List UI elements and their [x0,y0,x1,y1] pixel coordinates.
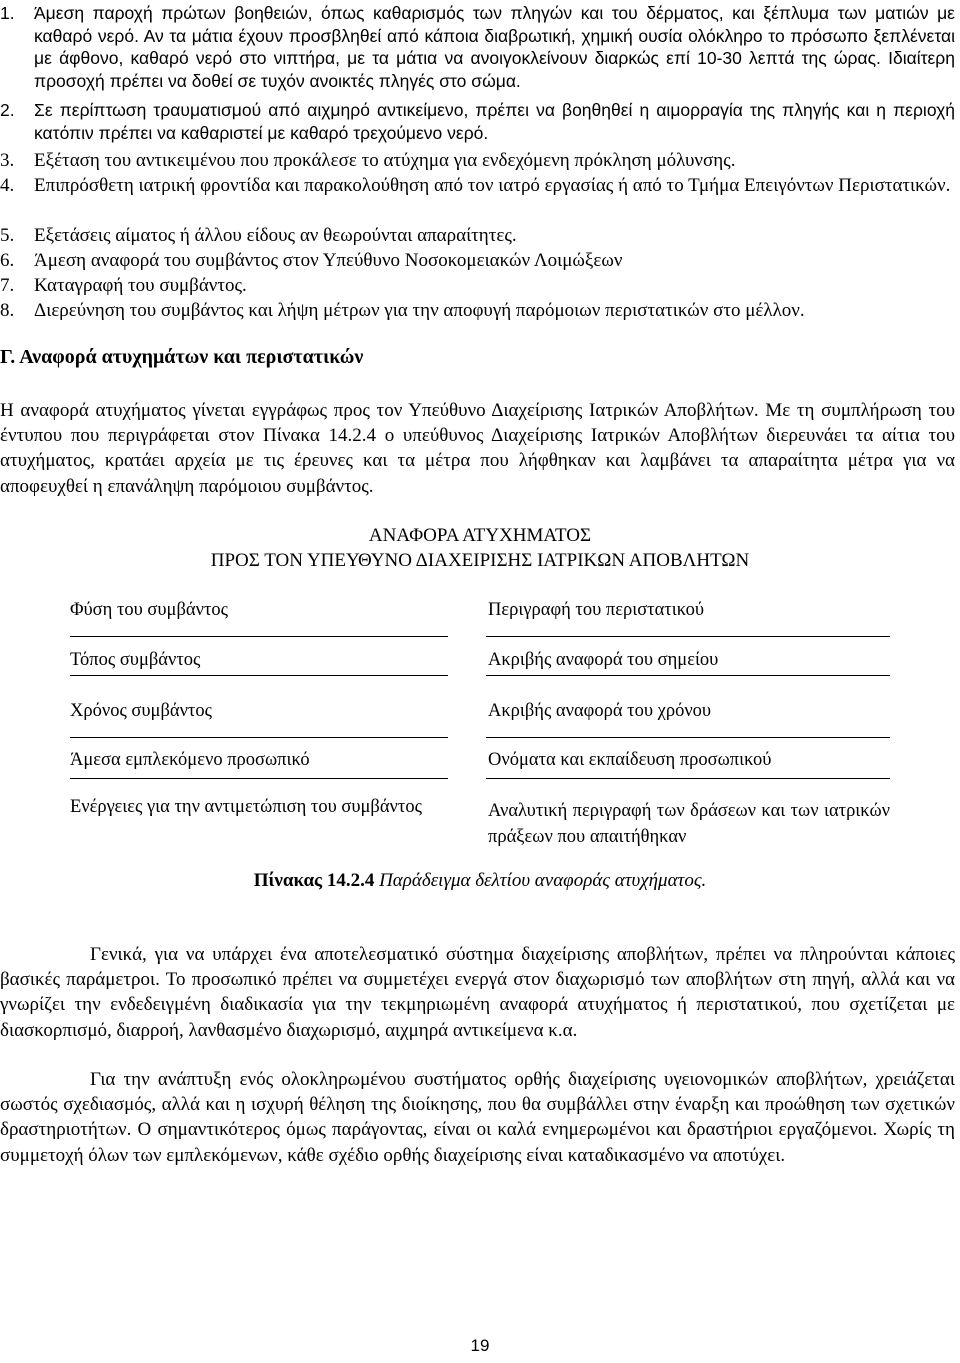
page-number: 19 [470,1336,490,1355]
form-left-cell: Ενέργειες για την αντιμετώπιση του συμβάντος [70,797,422,817]
list-item-1 [0,2,955,92]
list-number: 1. [0,3,15,23]
list-item-6 [0,248,955,273]
form-title-text: ΠΡΟΣ ΤΟΝ ΥΠΕΥΘΥΝΟ ΔΙΑΧΕΙΡΙΣΗΣ ΙΑΤΡΙΚΩΝ ΑΠΟΒΛΗΤΩΝ [210,550,750,571]
form-right-cell: Ονόματα και εκπαίδευση προσωπικού [488,750,772,770]
section-heading: Γ. Αναφορά ατυχημάτων και περιστατικών [0,346,364,368]
list-number: 6. [0,250,15,271]
list-number: 4. [0,175,15,196]
form-divider [486,778,890,779]
form-left-cell: Τόπος συμβάντος [70,650,201,670]
caption-label: Πίνακας 14.2.4 [253,870,375,891]
form-right-cell: Αναλυτική περιγραφή των δράσεων και των ιατρικών πράξεων που απαιτήθηκαν [488,801,890,847]
form-left-cell: Άμεσα εμπλεκόμενο προσωπικό [70,750,310,770]
body-paragraph: Για την ανάπτυξη ενός ολοκληρωμένου συστήματος ορθής διαχείρισης υγειονομικών αποβλήτων, χρειάζεται σωστός σχεδιασμός, αλλά και η ισχυρή θέληση της διοίκησης, που θα συμβάλλει στην έναρξη και προώθηση των σχετικών δραστηριοτήτων. Ο σημαντικότερος όμως παράγοντας, είναι οι καλά ενημερωμένοι και δραστήριοι εργαζόμενοι. Χωρίς τη συμμετοχή όλων των εμπλεκόμενων, κάθε σχέδιο ορθής διαχείρισης είναι καταδικασμένο να αποτύχει. [0,1069,955,1166]
form-left-cell: Χρόνος συμβάντος [70,701,212,721]
list-text: Άμεση αναφορά του συμβάντος στον Υπεύθυνο Νοσοκομειακών Λοιμώξεων [34,250,623,271]
form-left-cell: Φύση του συμβάντος [70,600,228,620]
form-divider [70,636,448,637]
list-item-5 [0,223,955,248]
form-divider [486,737,890,738]
form-right-cell: Ακριβής αναφορά του σημείου [488,650,719,670]
list-text: Επιπρόσθετη ιατρική φροντίδα και παρακολούθηση από τον ιατρό εργασίας ή από το Τμήμα Επειγόντων Περιστατικών. [34,175,951,196]
form-divider [70,675,448,676]
list-item-8 [0,298,955,323]
list-item-3 [0,148,955,173]
list-item-7 [0,273,955,298]
form-divider [486,675,890,676]
list-text: Καταγραφή του συμβάντος. [34,275,247,296]
form-title-line2 [0,549,960,573]
list-item-4 [0,173,955,198]
form-divider [70,737,448,738]
form-title-line1: ΑΝΑΦΟΡΑ ΑΤΥΧΗΜΑΤΟΣ [368,525,592,546]
table-caption [0,870,960,892]
list-number: 7. [0,275,15,296]
list-number: 3. [0,150,15,171]
list-item-2 [0,99,955,144]
caption-text: Παράδειγμα δελτίου αναφοράς ατυχήματος. [379,870,707,891]
form-divider [486,636,890,637]
list-text: Άμεση παροχή πρώτων βοηθειών, όπως καθαρισμός των πληγών και του δέρματος, και ξέπλυμα των ματιών με καθαρό νερό. Αν τα μάτια έχουν προσβληθεί από κάποια διαβρωτική, χημική ουσία ολόκληρο το πρόσωπο ξεπλένεται με άφθονο, καθαρό νερό στο νιπτήρα, με τα μάτια να ανοιγοκλείνουν διαρκώς επί 10-30 λεπτά της ώρας. Ιδιαίτερη προσοχή πρέπει να δοθεί σε τυχόν ανοικτές πληγές στο σώμα. [34,3,955,91]
form-right-cell: Περιγραφή του περιστατικού [488,600,705,620]
section-paragraph: Η αναφορά ατυχήματος γίνεται εγγράφως προς τον Υπεύθυνο Διαχείρισης Ιατρικών Αποβλήτων. Με τη συμπλήρωση του έντυπου που περιγράφεται στον Πίνακα 14.2.4 ο υπεύθυνος Διαχείρισης Ιατρικών Αποβλήτων διερευνάει τα αίτια του ατυχήματος, κρατάει αρχεία με τις έρευνες και τα μέτρα που λήφθηκαν και λαμβάνει τα απαραίτητα μέτρα για να αποφευχθεί η επανάληψη παρόμοιου συμβάντος. [0,400,955,497]
list-text: Εξέταση του αντικειμένου που προκάλεσε το ατύχημα για ενδεχόμενη πρόκληση μόλυνσης. [34,150,736,171]
form-right-cell: Ακριβής αναφορά του χρόνου [488,701,712,721]
list-number: 8. [0,300,15,321]
body-paragraph: Γενικά, για να υπάρχει ένα αποτελεσματικό σύστημα διαχείρισης αποβλήτων, πρέπει να πληρούνται κάποιες βασικές παράμετροι. Το προσωπικό πρέπει να συμμετέχει ενεργά στον διαχωρισμό των αποβλήτων στη πηγή, αλλά και να γνωρίζει την ενδεδειγμένη διαδικασία για την τεκμηριωμένη αναφορά ατυχήματος ή περιστατικού, που σχετίζεται με διασκορπισμό, διαρροή, λανθασμένο διαχωρισμό, αιχμηρά αντικείμενα κ.α. [0,944,955,1041]
form-divider [70,778,448,779]
list-text: Διερεύνηση του συμβάντος και λήψη μέτρων για την αποφυγή παρόμοιων περιστατικών στο μέλλον. [34,300,805,321]
list-text: Σε περίπτωση τραυματισμού από αιχμηρό αντικείμενο, πρέπει να βοηθηθεί η αιμορραγία της πληγής και η περιοχή κατόπιν πρέπει να καθαριστεί με καθαρό τρεχούμενο νερό. [34,100,955,143]
list-number: 5. [0,225,15,246]
list-text: Εξετάσεις αίματος ή άλλου είδους αν θεωρούνται απαραίτητες. [34,225,517,246]
list-number: 2. [0,100,15,120]
